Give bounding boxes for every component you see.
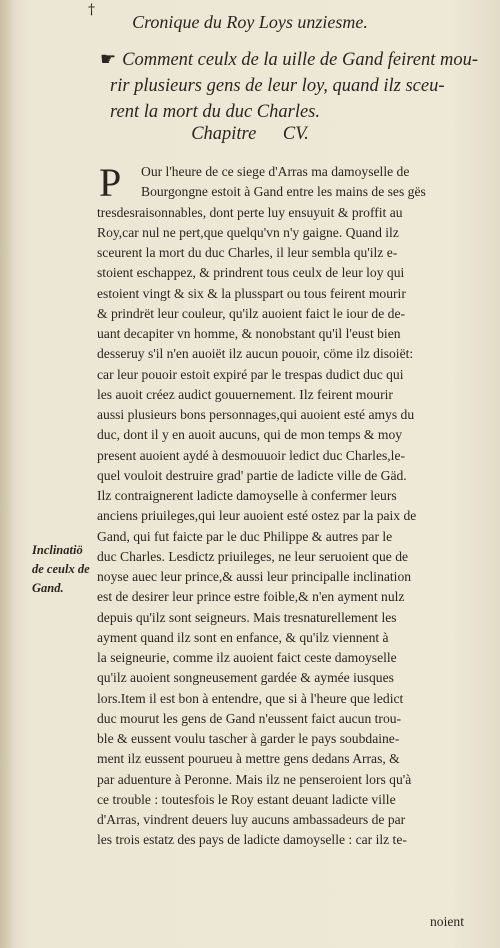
text-line: present auoient aydé à desmouuoir ledict duc Charles,le-: [97, 447, 406, 463]
text-line: qu'ilz auoient songneusement gardée & aymée iusques: [97, 670, 394, 686]
heading-line: ☛ Comment ceulx de la uille de Gand feirent mou-: [100, 49, 479, 70]
text-line: ment ilz eussent pourueu à mettre gens dedans Arras, &: [97, 751, 400, 767]
chapter-heading: [100, 46, 485, 125]
text-line: desseruy s'il n'en auoiët ilz aucun pouoir, cöme ilz disoiët:: [97, 346, 414, 362]
text-line: Our l'heure de ce siege d'Arras ma damoyselle de: [141, 164, 410, 179]
margin-note: [32, 541, 98, 598]
margin-note-line: Inclinatiö: [32, 543, 83, 557]
chapter-label: Chapitre CV.: [191, 124, 309, 144]
text-line: la seigneurie, comme ilz auoient faict ceste damoyselle: [97, 650, 397, 665]
body-text: [97, 162, 485, 851]
text-line: tresdesraisonnables, dont perte luy ensuyuit & proffit au: [97, 204, 403, 220]
margin-note-line: de ceulx de: [32, 562, 90, 576]
text-line: quel vouloit destruire grad' partie de ladicte ville de Gäd.: [97, 467, 407, 483]
text-line: par aduenture à Peronne. Mais ilz ne penseroient lors qu'à: [97, 771, 412, 787]
text-line: ble & eussent voulu tascher à garder le pays soubdaine-: [97, 731, 400, 746]
heading-line: rent la mort du duc Charles.: [110, 102, 321, 122]
text-line: Bourgongne estoit à Gand entre les mains de ses gës: [141, 184, 426, 200]
text-line: duc mourut les gens de Gand n'eussent faict aucun trou-: [97, 710, 402, 726]
text-line: les trois estatz des pays de ladicte damoyselle : car ilz te-: [97, 832, 407, 848]
text-line: estoient vingt & six & la plusspart ou tous feirent mourir: [97, 285, 406, 301]
folio-mark: †: [88, 2, 95, 18]
text-line: uant decapiter vn homme, & nonobstant qu'il l'eust bien: [97, 326, 401, 341]
text-line: duc, dont il y en auoit aucuns, qui de mon temps & moy: [97, 427, 403, 443]
text-line: depuis qu'ilz sont seigneurs. Mais tresnaturellement les: [97, 609, 397, 625]
text-line: stoient eschappez, & prindrent tous ceulx de leur loy qui: [97, 265, 405, 281]
text-line: Ilz contraignerent ladicte damoyselle à confermer leurs: [97, 488, 397, 503]
text-line: car leur pouoir estoit expiré par le trespas dudict duc qui: [97, 366, 404, 382]
running-head: Cronique du Roy Loys unziesme.: [132, 12, 368, 32]
text-line: aussi plusieurs bons personnages,qui auoient esté amys du: [97, 407, 415, 422]
text-line: noyse auec leur prince,& aussi leur principalle inclination: [97, 569, 412, 584]
text-line: sceurent la mort du duc Charles, il leur sembla qu'ilz e-: [97, 245, 398, 260]
text-line: lors.Item il est bon à entendre, que si à l'heure que ledict: [97, 690, 404, 706]
catchword: noient: [430, 914, 464, 929]
text-line: anciens priuileges,qui leur auoient esté ostez par la paix de: [97, 508, 417, 524]
text-line: & prindrët leur couleur, qu'ilz auoient faict le iour de de-: [97, 305, 406, 321]
text-line: Gand, qui fut faicte par le duc Philippe & autres par le: [97, 528, 393, 544]
drop-capital: P: [99, 160, 122, 205]
text-line: duc Charles. Lesdictz priuileges, ne leur seruoient que de: [97, 548, 409, 564]
text-line: les auoit créez audict gouuernement. Ilz feirent mourir: [97, 386, 393, 402]
text-line: d'Arras, vindrent deuers luy aucuns ambassadeurs de par: [97, 812, 406, 827]
margin-note-line: Gand.: [32, 581, 64, 595]
text-line: ayment quand ilz sont en enfance, & qu'ilz viennent à: [97, 629, 389, 645]
heading-line: rir plusieurs gens de leur loy, quand ilz sceu-: [110, 76, 445, 96]
text-line: ce trouble : toutesfois le Roy estant deuant ladicte ville: [97, 791, 396, 807]
text-line: Roy,car nul ne pert,que quelqu'vn n'y gaigne. Quand ilz: [97, 224, 399, 240]
pointing-hand-icon: ☛: [100, 49, 117, 69]
text-line: est de desirer leur prince estre foible,& n'en ayment nulz: [97, 589, 405, 605]
